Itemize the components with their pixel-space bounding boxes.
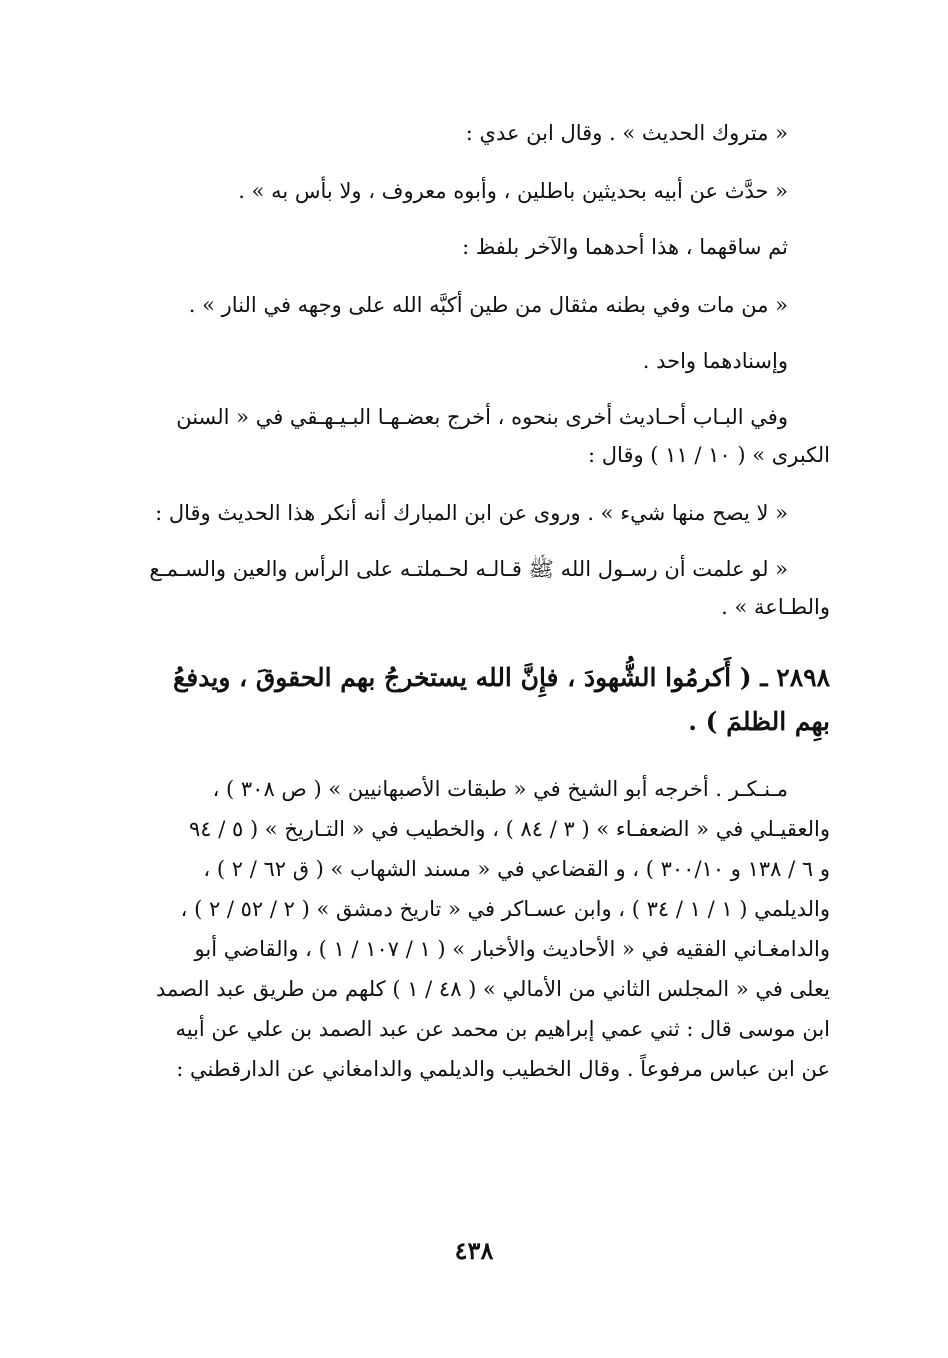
text-line: و ٦ / ١٣٨ و ٣٠٠/١٠ ) ، و القضاعي في « مسند الشهاب » ( ق ٦٢ / ٢ ) ، (203, 857, 830, 881)
document-page (78, 118, 830, 1084)
text-line: وفي البـاب أحـاديث أخرى بنحوه ، أخرج بعضـهـا البـيـهـقي في « السنن (176, 405, 788, 429)
text-line: مـنـكـر . أخرجه أبو الشيخ في « طبقات الأصبهانيين » ( ص ٣٠٨ ) ، (212, 777, 788, 801)
text-line: « حدَّث عن أبيه بحديثين باطلين ، وأبوه معروف ، ولا بأس به » . (238, 179, 788, 203)
text-line: والدامغـاني الفقيه في « الأحاديث والأخبار » ( ١ / ١٠٧ / ١ ) ، والقاضي أبو (194, 937, 830, 961)
quote-line: والطـاعة » . (721, 595, 830, 619)
text-line: والديلمي ( ١ / ١ / ٣٤ ) ، وابن عسـاكر في « تاريخ دمشق » ( ٢ / ٥٢ / ٢ ) ، (180, 897, 830, 921)
text-line: وإسنادهما واحد . (642, 349, 788, 373)
page-number: ٤٣٨ (454, 1236, 494, 1265)
text-line: الكبرى » ( ١٠ / ١١ ) وقال : (588, 443, 830, 467)
quote-line: « لو علمت أن رسـول الله ﷺ قـالـه لحـملتـه على الرأس والعين والسـمـع (149, 557, 788, 581)
text-line: « متروك الحديث » . وقال ابن عدي : (465, 121, 788, 145)
text-line: عن ابن عباس مرفوعاً . وقال الخطيب والديلمي والدامغاني عن الدارقطني : (176, 1057, 830, 1081)
hadith-text-line: بهِم الظلمَ ) . (688, 707, 830, 736)
text-line: والعقيـلي في « الضعفـاء » ( ٣ / ٨٤ ) ، والخطيب في « التـاريخ » ( ٥ / ٩٤ (188, 817, 830, 841)
hadith-text-line: ٢٨٩٨ ـ ( أَكرمُوا الشُّهودَ ، فإِنَّ الله يستخرجُ بهم الحقوقَ ، ويدفعُ (172, 663, 830, 692)
block-3 (78, 774, 830, 1084)
text-line: ثم ساقهما ، هذا أحدهما والآخر بلفظ : (462, 235, 788, 259)
hadith-heading (78, 656, 830, 744)
block-1 (78, 118, 830, 376)
text-line: ابن موسى قال : ثني عمي إبراهيم بن محمد عن عبد الصمد بن علي عن أبيه (175, 1017, 830, 1041)
text-line: يعلى في « المجلس الثاني من الأمالي » ( ٤٨ / ١ ) كلهم من طريق عبد الصمد (155, 977, 830, 1001)
quote-line: « لا يصح منها شيء » . وروى عن ابن المبارك أنه أنكر هذا الحديث وقال : (155, 501, 788, 525)
text-line: « من مات وفي بطنه مثقال من طين أكبَّه الله على وجهه في النار » . (188, 293, 788, 317)
block-2 (78, 402, 830, 622)
